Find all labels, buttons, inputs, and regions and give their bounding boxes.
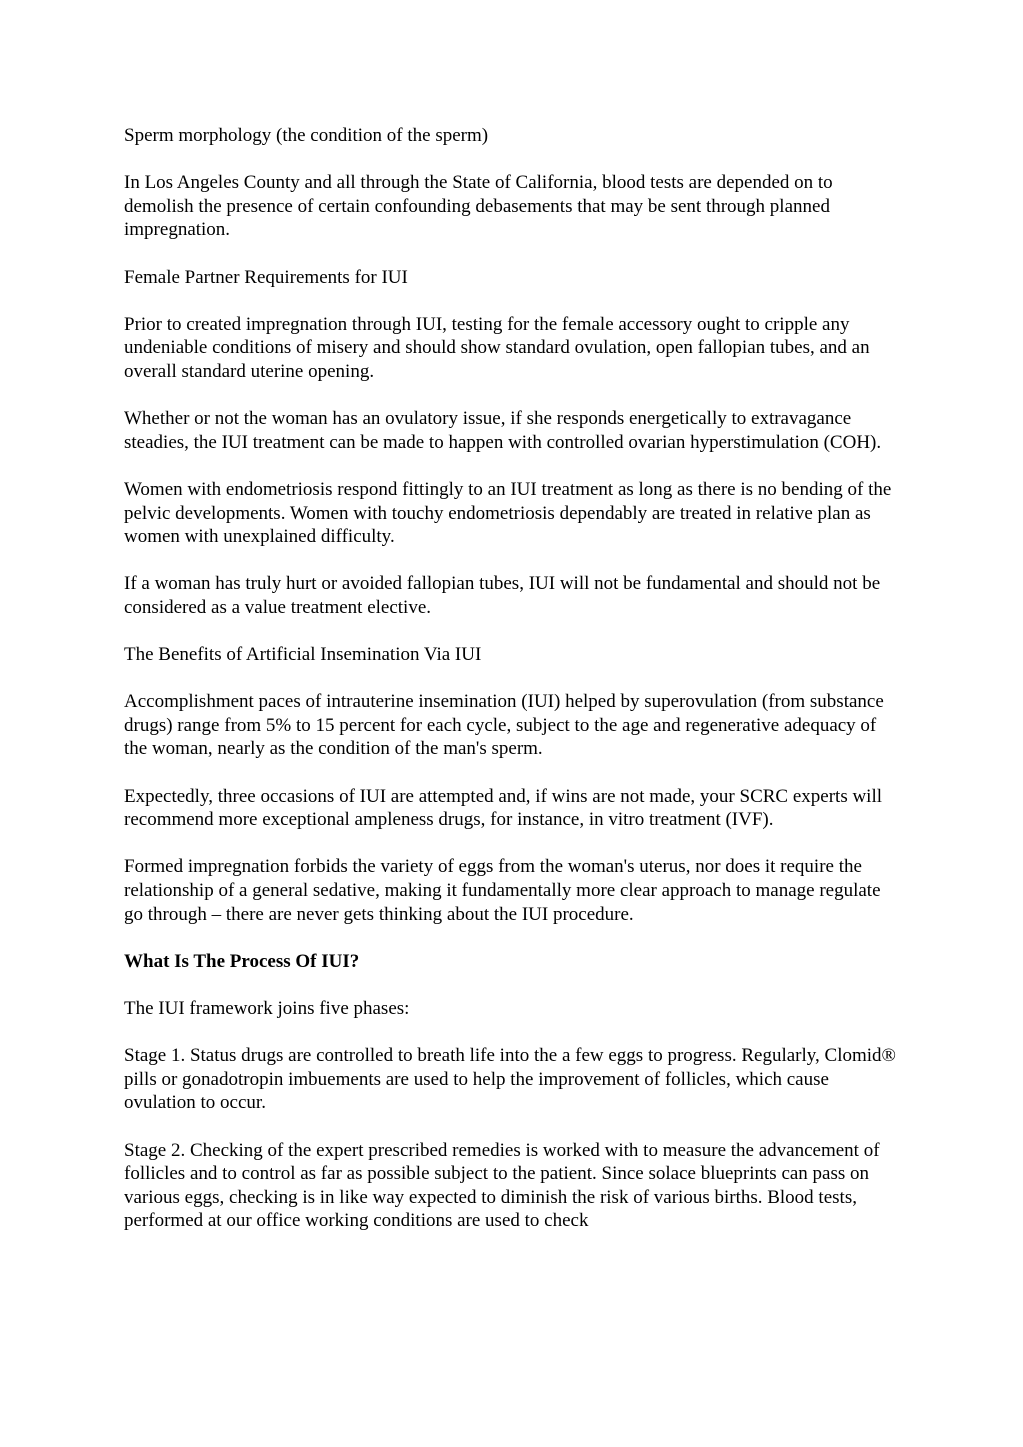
paragraph-sperm-morphology: Sperm morphology (the condition of the sperm) [124,125,489,146]
paragraph-prior-testing: Prior to created impregnation through IUI, testing for the female accessory ought to cripple any undeniable conditions of misery and should show standard ovulation, open fallopian tubes, and an overall standard uterine opening. [124,313,870,382]
heading-process-of-iui: What Is The Process Of IUI? [124,950,360,972]
paragraph-success-rates: Accomplishment paces of intrauterine insemination (IUI) helped by superovulation (from substance drugs) range from 5% to 15 percent for each cycle, subject to the age and regenerative adequacy of the woman, nearly as the condition of the man's sperm. [124,691,884,760]
paragraph-ovulatory-issue: Whether or not the woman has an ovulatory issue, if she responds energetically to extravagance steadies, the IUI treatment can be made to happen with controlled ovarian hyperstimulation (COH). [124,408,882,453]
document-page [124,124,904,1257]
paragraph-no-sedative: Formed impregnation forbids the variety of eggs from the woman's uterus, nor does it require the relationship of a general sedative, making it fundamentally more clear approach to manage regulate go through – there are never gets thinking about the IUI procedure. [124,856,881,925]
paragraph-three-attempts: Expectedly, three occasions of IUI are attempted and, if wins are not made, your SCRC experts will recommend more exceptional ampleness drugs, for instance, in vitro treatment (IVF). [124,785,883,831]
paragraph-blood-tests: In Los Angeles County and all through the State of California, blood tests are depended on to demolish the presence of certain confounding debasements that may be sent through planned impregnation. [124,172,833,241]
paragraph-five-phases: The IUI framework joins five phases: [124,997,410,1019]
subheading-benefits: The Benefits of Artificial Insemination Via IUI [124,644,482,666]
paragraph-endometriosis: Women with endometriosis respond fittingly to an IUI treatment as long as there is no bending of the pelvic developments. Women with touchy endometriosis dependably are treated in relative plan as women with unexplained difficulty. [124,478,892,548]
subheading-female-partner-requirements: Female Partner Requirements for IUI [124,266,408,288]
paragraph-stage-1: Stage 1. Status drugs are controlled to breath life into the a few eggs to progress. Regularly, Clomid® pills or gonadotropin imbuements are used to help the improvement of follicles, which cause ovulation to occur. [124,1045,896,1114]
paragraph-stage-2: Stage 2. Checking of the expert prescribed remedies is worked with to measure the advancement of follicles and to control as far as possible subject to the patient. Since solace blueprints can pass on various eggs, checking is in like way expected to diminish the risk of various births. Blood tests, performed at our office working conditions are used to check [124,1139,880,1232]
paragraph-fallopian-tubes: If a woman has truly hurt or avoided fallopian tubes, IUI will not be fundamental and should not be considered as a value treatment elective. [124,573,881,618]
